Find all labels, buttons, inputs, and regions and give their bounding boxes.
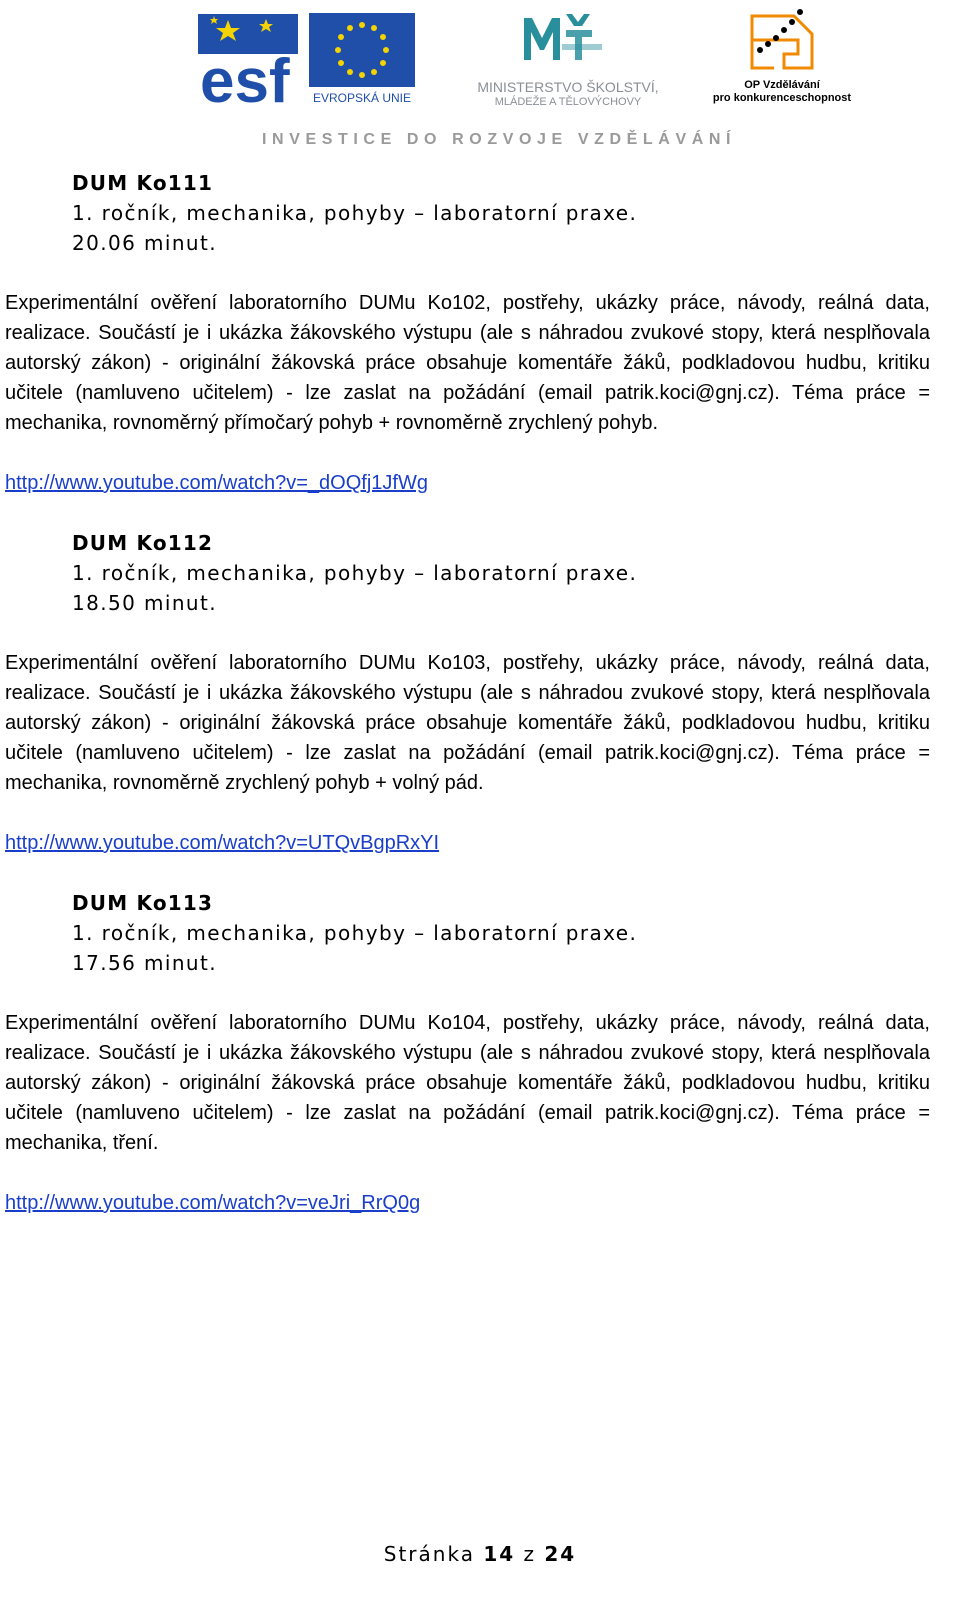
footer-page-word: Stránka — [383, 1542, 475, 1566]
document-body — [0, 168, 960, 1218]
entry-duration: 17.56 minut. — [72, 951, 218, 975]
entry-duration: 20.06 minut. — [72, 231, 218, 255]
dum-entry — [0, 528, 960, 858]
entry-video-link[interactable]: http://www.youtube.com/watch?v=UTQvBgpRxYI — [5, 832, 440, 854]
entry-title: DUM Ko111 — [72, 171, 214, 195]
esf-logo-icon — [198, 14, 298, 106]
op-logo-line2: pro konkurenceschopnost — [712, 92, 852, 104]
entry-video-link[interactable]: http://www.youtube.com/watch?v=veJri_RrQ0g — [5, 1192, 421, 1214]
footer-current-page: 14 — [483, 1542, 516, 1566]
esf-logo-text: esf — [200, 47, 290, 106]
footer-total-pages: 24 — [544, 1542, 577, 1566]
entry-subtitle: 1. ročník, mechanika, pohyby – laboratorní praxe. — [72, 201, 638, 225]
msmt-logo-line2: MLÁDEŽE A TĚLOVÝCHOVY — [494, 96, 642, 108]
entry-duration: 18.50 minut. — [72, 591, 218, 615]
header-tagline: INVESTICE DO ROZVOJE VZDĚLÁVÁNÍ — [262, 131, 737, 148]
entry-description: Experimentální ověření laboratorního DUMu Ko104, postřehy, ukázky práce, návody, reálná data, realizace. Součástí je i ukázka žákovského výstupu (ale s náhradou zvukové stopy, která nesplňovala autorský zákon) - originální žákovská práce obsahuje komentáře žáků, podkladovou hudbu, kritiku učitele (namluveno učitelem) - lze zaslat na požádání (email patrik.koci@gnj.cz). Téma práce = mechanika, tření. — [5, 1012, 930, 1154]
entry-description: Experimentální ověření laboratorního DUMu Ko102, postřehy, ukázky práce, návody, reálná data, realizace. Součástí je i ukázka žákovského výstupu (ale s náhradou zvukové stopy, která nesplňovala autorský zákon) - originální žákovská práce obsahuje komentáře žáků, podkladovou hudbu, kritiku učitele (namluveno učitelem) - lze zaslat na požádání (email patrik.koci@gnj.cz). Téma práce = mechanika, rovnoměrný přímočarý pohyb + rovnoměrně zrychlený pohyb. — [5, 292, 930, 434]
footer-of-word: z — [523, 1542, 537, 1566]
entry-header — [72, 888, 960, 978]
entry-subtitle: 1. ročník, mechanika, pohyby – laboratorní praxe. — [72, 921, 638, 945]
entry-header — [72, 528, 960, 618]
eu-flag-icon — [309, 13, 415, 105]
entry-description: Experimentální ověření laboratorního DUMu Ko103, postřehy, ukázky práce, návody, reálná data, realizace. Součástí je i ukázka žákovského výstupu (ale s náhradou zvukové stopy, která nesplňovala autorský zákon) - originální žákovská práce obsahuje komentáře žáků, podkladovou hudbu, kritiku učitele (namluveno učitelem) - lze zaslat na požádání (email patrik.koci@gnj.cz). Téma práce = mechanika, rovnoměrně zrychlený pohyb + volný pád. — [5, 652, 930, 794]
dum-entry — [0, 888, 960, 1218]
entry-title: DUM Ko113 — [72, 891, 214, 915]
msmt-logo-line1: MINISTERSTVO ŠKOLSTVÍ, — [477, 79, 659, 95]
header-logos — [0, 0, 960, 160]
page-footer — [0, 1542, 960, 1566]
msmt-logo-icon — [466, 10, 666, 110]
entry-subtitle: 1. ročník, mechanika, pohyby – laboratorní praxe. — [72, 561, 638, 585]
entry-header — [72, 168, 960, 258]
entry-title: DUM Ko112 — [72, 531, 214, 555]
entry-video-link[interactable]: http://www.youtube.com/watch?v=_dOQfj1JfWg — [5, 472, 428, 494]
op-vk-logo-icon — [712, 4, 852, 108]
op-logo-line1: OP Vzdělávání — [744, 79, 820, 91]
eu-logo-text: EVROPSKÁ UNIE — [312, 91, 412, 105]
dum-entry — [0, 168, 960, 498]
